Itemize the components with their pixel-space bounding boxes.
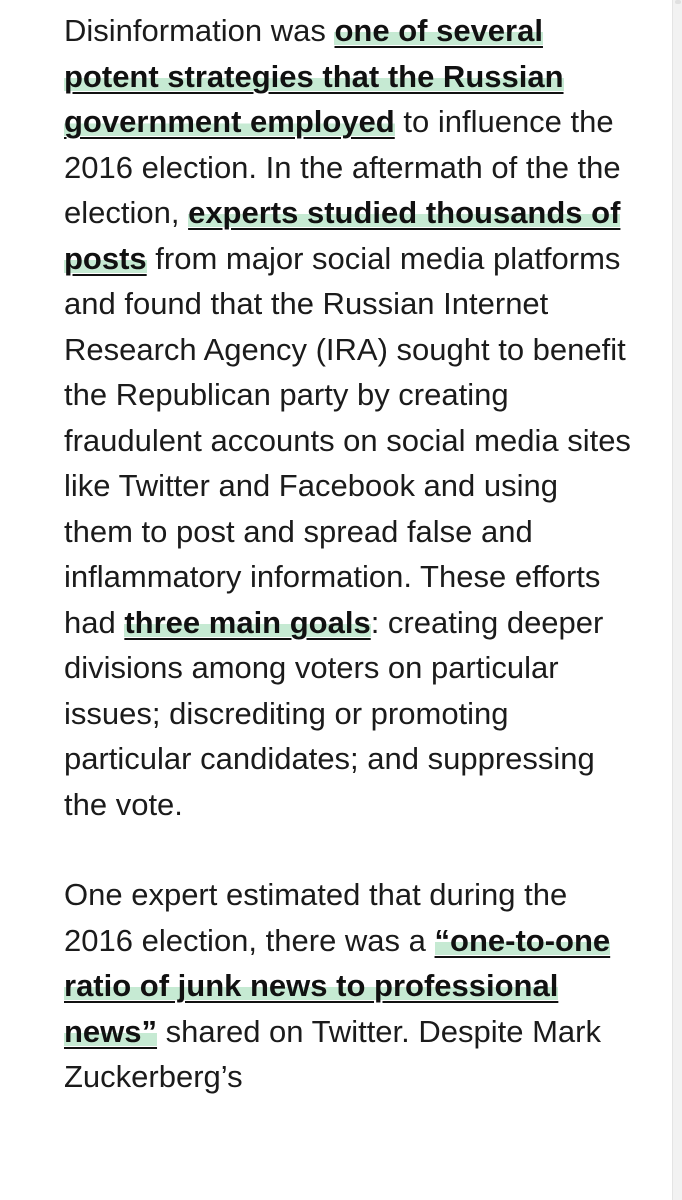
link-potent-strategies[interactable]: one of several potent strategies that the Russian government employed xyxy=(64,13,564,139)
text-segment: One expert estimated that during the 2016 election, there was a xyxy=(64,877,568,958)
scrollbar-track[interactable] xyxy=(672,0,682,1200)
link-three-main-goals[interactable]: three main goals xyxy=(124,604,371,640)
scrollbar-thumb[interactable] xyxy=(675,0,681,4)
text-segment: to influence the 2016 election. In the aftermath of the the election, xyxy=(64,104,621,230)
text-segment: from major social media platforms and found that the Russian Internet Research Agency (IRA) sought to benefit the Republican party by creating fraudulent accounts on social media sites like Twitter and Facebook and using them to post and spread false and inflammatory information. These efforts had xyxy=(64,240,631,640)
link-experts-studied-posts[interactable]: experts studied thousands of posts xyxy=(64,195,621,276)
paragraph-disinformation xyxy=(64,8,632,827)
link-junk-news-ratio[interactable]: “one-to-one ratio of junk news to professional news” xyxy=(64,922,611,1049)
text-segment: shared on Twitter. Despite Mark Zuckerberg’s xyxy=(64,1013,601,1094)
paragraph-junk-news xyxy=(64,872,632,1100)
text-segment: Disinformation was xyxy=(64,13,335,48)
article-body xyxy=(64,8,632,1145)
text-segment: : creating deeper divisions among voters on particular issues; discrediting or promoting particular candidates; and suppressing the vote. xyxy=(64,604,604,822)
